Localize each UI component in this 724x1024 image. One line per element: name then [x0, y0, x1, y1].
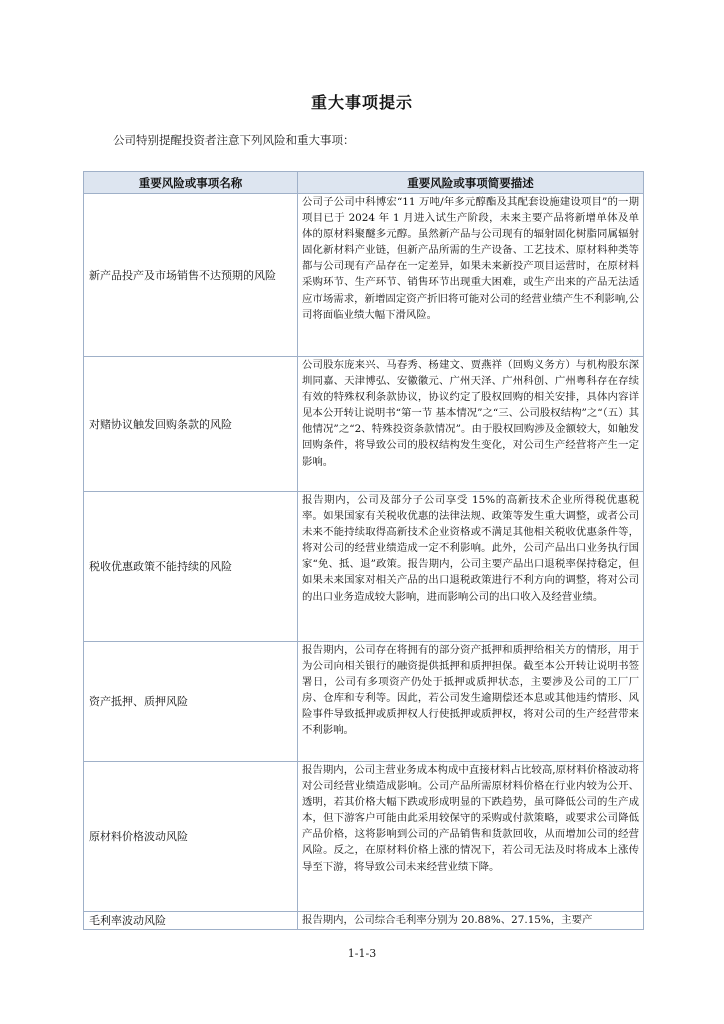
header-risk-description: 重要风险或事项简要描述: [298, 172, 644, 194]
intro-text: 公司特别提醒投资者注意下列风险和重大事项：: [113, 133, 355, 147]
risk-name: 税收优惠政策不能持续的风险: [84, 492, 298, 642]
table-header-row: [84, 172, 644, 194]
page-number: 1-1-3: [347, 947, 377, 960]
page-title: 重大事项提示: [310, 93, 413, 112]
risk-description: 公司子公司中科博宏“11 万吨/年多元醇酯及其配套设施建设项目”的一期项目已于 2024 年 1 月进入试生产阶段，未来主要产品将新增单体及单体的原材料聚醚多元醇。虽然新产品与公司现有的辐射固化树脂同属辐射固化新材料产业链，但新产品所需的生产设备、工艺技术、原材料种类等都与公司现有产品存在一定差异，如果未来新投产项目运营时，在原材料采购环节、生产环节、销售环节出现重大困难，或生产出来的产品无法适应市场需求，新增固定资产折旧将可能对公司的经营业绩产生不利影响,公司将面临业绩大幅下滑风险。: [298, 194, 644, 357]
header-risk-name: 重要风险或事项名称: [84, 172, 298, 194]
table-row: [84, 194, 644, 357]
table-row: [84, 492, 644, 642]
risk-description: 公司股东庞来兴、马春秀、杨建文、贾燕祥（回购义务方）与机构股东深圳同嘉、天津博弘、安徽徽元、广州天泽、广州科创、广州粤科存在存续有效的特殊权利条款协议，协议约定了股权回购的相关安排，具体内容详见本公开转让说明书“第一节 基本情况”之“三、公司股权结构”之“（五）其他情况”之“2、特殊投资条款情况”。由于股权回购涉及金额较大，如触发回购条件，将导致公司的股权结构发生变化，对公司生产经营将产生一定影响。: [298, 357, 644, 492]
table-row: [84, 762, 644, 912]
table-row: [84, 912, 644, 930]
risk-name: 原材料价格波动风险: [84, 762, 298, 912]
risk-name: 毛利率波动风险: [84, 912, 298, 930]
risk-name: 新产品投产及市场销售不达预期的风险: [84, 194, 298, 357]
risk-name: 资产抵押、质押风险: [84, 642, 298, 762]
risk-description: 报告期内，公司主营业务成本构成中直接材料占比较高,原材料价格波动将对公司经营业绩造成影响。公司产品所需原材料价格在行业内较为公开、透明，若其价格大幅下跌或形成明显的下跌趋势，虽可降低公司的生产成本，但下游客户可能由此采用较保守的采购或付款策略，或要求公司降低产品价格，这将影响到公司的产品销售和货款回收，从而增加公司的经营风险。反之，在原材料价格上涨的情况下，若公司无法及时将成本上涨传导至下游，将导致公司未来经营业绩下降。: [298, 762, 644, 912]
risk-description: 报告期内，公司存在将拥有的部分资产抵押和质押给相关方的情形，用于为公司向相关银行的融资提供抵押和质押担保。截至本公开转让说明书签署日，公司有多项资产仍处于抵押或质押状态，主要涉及公司的工厂厂房、仓库和专利等。因此，若公司发生逾期偿还本息或其他违约情形、风险事件导致抵押或质押权人行使抵押或质押权，将对公司的生产经营带来不利影响。: [298, 642, 644, 762]
risk-name: 对赌协议触发回购条款的风险: [84, 357, 298, 492]
table-row: [84, 357, 644, 492]
risk-description: 报告期内，公司综合毛利率分别为 20.88%、27.15%，主要产: [298, 912, 644, 930]
table-row: [84, 642, 644, 762]
risk-description: 报告期内，公司及部分子公司享受 15%的高新技术企业所得税优惠税率。如果国家有关税收优惠的法律法规、政策等发生重大调整，或者公司未来不能持续取得高新技术企业资格或不满足其他相关税收优惠条件等，将对公司的经营业绩造成一定不利影响。此外，公司产品出口业务执行国家“免、抵、退”政策。报告期内，公司主要产品出口退税率保持稳定，但如果未来国家对相关产品的出口退税政策进行不利方向的调整，将对公司的出口业务造成较大影响，进而影响公司的出口收入及经营业绩。: [298, 492, 644, 642]
risk-table: [83, 171, 644, 930]
